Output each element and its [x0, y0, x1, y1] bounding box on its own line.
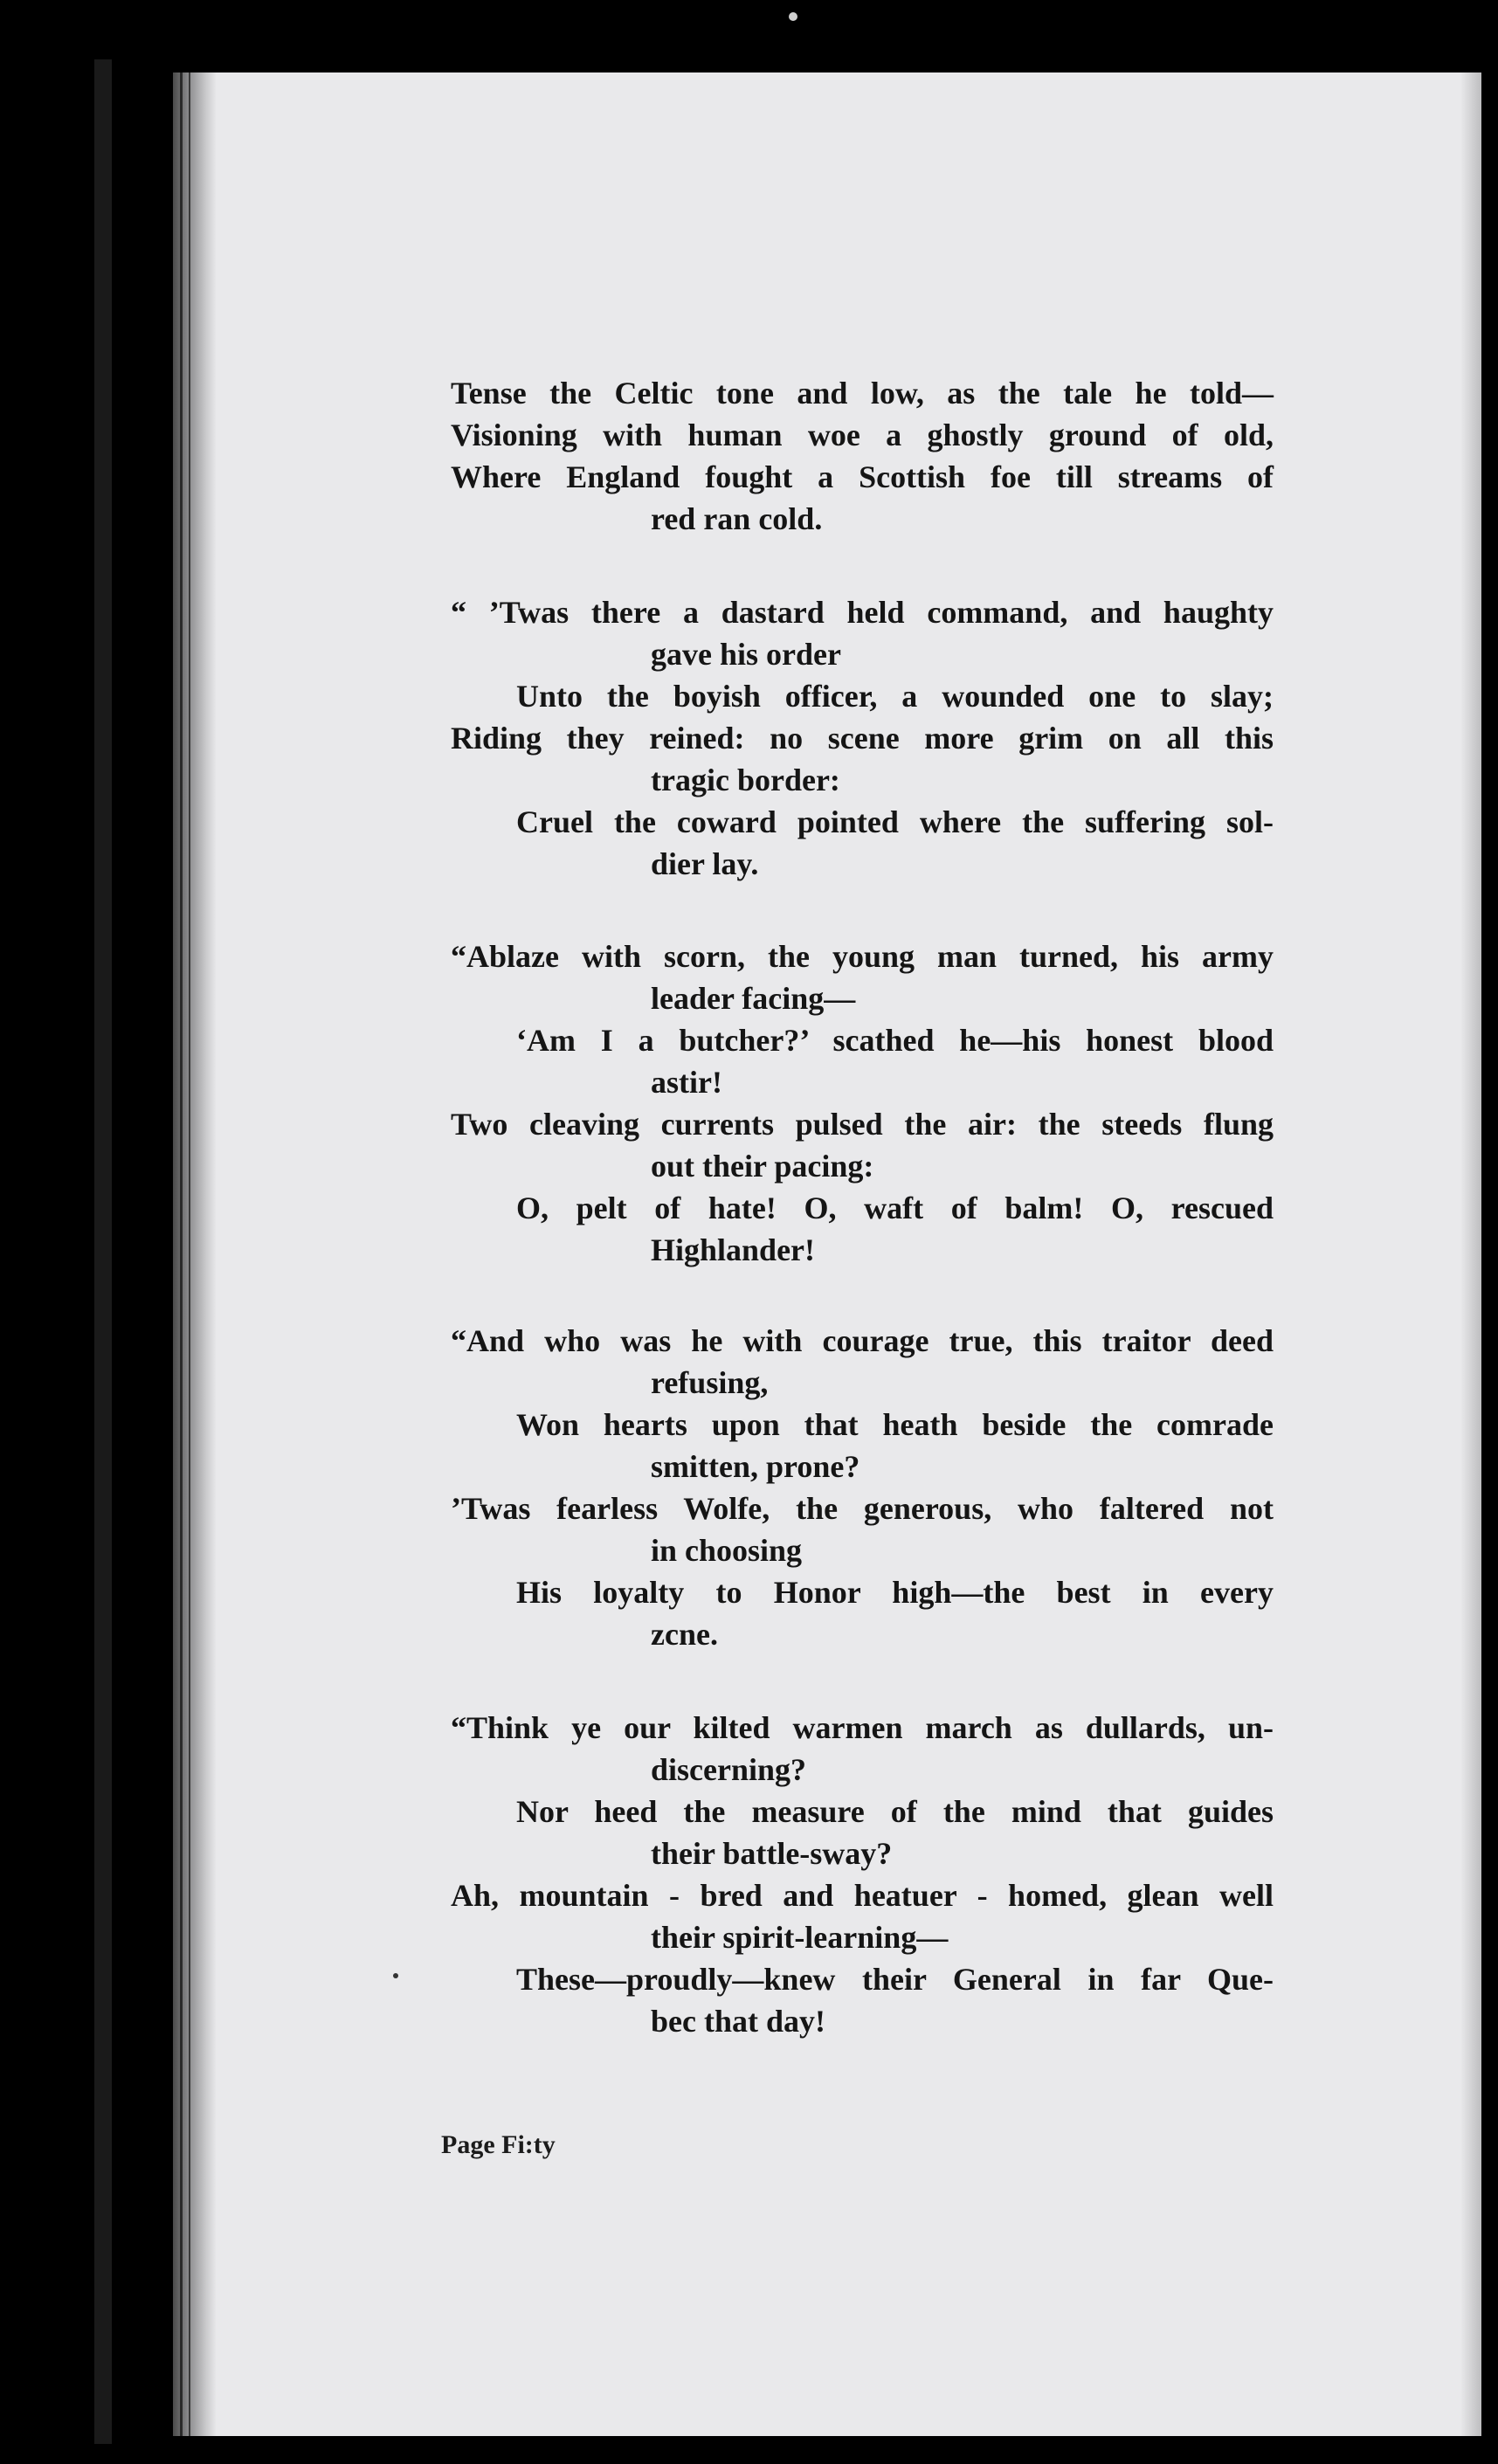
poem-line: their battle-sway? [651, 1836, 893, 1871]
page-number: Page Fi:ty [441, 2130, 556, 2159]
book-page [173, 72, 1481, 2436]
poem-line: in choosing [651, 1533, 803, 1568]
poem-line: astir! [651, 1065, 722, 1100]
poem-line: red ran cold. [651, 501, 823, 536]
scan-speck [789, 12, 797, 21]
poem-line: Ah, mountain - bred and heatuer - homed, glean well [451, 1878, 1274, 1913]
poem-line: “ ’Twas there a dastard held command, and haughty [451, 595, 1274, 630]
poem-line: their spirit-learning— [651, 1920, 949, 1955]
poem-line: refusing, [651, 1365, 769, 1400]
poem-line: These—proudly—knew their General in far Que- [516, 1962, 1274, 1997]
poem-line: “And who was he with courage true, this traitor deed [451, 1323, 1274, 1358]
poem-line: Cruel the coward pointed where the suffering sol- [516, 804, 1274, 839]
poem-line: His loyalty to Honor high—the best in every [516, 1575, 1274, 1610]
poem-line: ‘Am I a butcher?’ scathed he—his honest blood [516, 1023, 1274, 1058]
ink-speck [393, 1973, 398, 1978]
poem-line: Where England fought a Scottish foe till streams of [451, 459, 1274, 494]
poem-line: discerning? [651, 1752, 807, 1787]
poem-line: gave his order [651, 637, 841, 672]
poem-line: Nor heed the measure of the mind that guides [516, 1794, 1274, 1829]
poem-line: smitten, prone? [651, 1449, 860, 1484]
poem-line: Visioning with human woe a ghostly ground of old, [451, 418, 1274, 452]
poem-line: Highlander! [651, 1232, 816, 1267]
poem-line: dier lay. [651, 846, 759, 881]
poem-line: Tense the Celtic tone and low, as the tale he told— [451, 376, 1274, 411]
poem-line: Unto the boyish officer, a wounded one to slay; [516, 679, 1274, 714]
poem-line: zcne. [651, 1617, 718, 1652]
poem-line: bec that day! [651, 2004, 825, 2039]
poem-line: ’Twas fearless Wolfe, the generous, who faltered not [451, 1491, 1274, 1526]
poem-line: leader facing— [651, 981, 856, 1016]
poem-line: Won hearts upon that heath beside the comrade [516, 1407, 1274, 1442]
poem [173, 72, 1481, 2436]
poem-line: Two cleaving currents pulsed the air: the steeds flung [451, 1107, 1274, 1142]
poem-line: Riding they reined: no scene more grim on all this [451, 721, 1274, 756]
poem-line: “Think ye our kilted warmen march as dullards, un- [451, 1710, 1274, 1745]
poem-line: O, pelt of hate! O, waft of balm! O, rescued [516, 1191, 1274, 1225]
poem-line: tragic border: [651, 763, 840, 797]
scan-frame-edge [94, 59, 112, 2444]
poem-line: out their pacing: [651, 1149, 874, 1184]
poem-line: “Ablaze with scorn, the young man turned, his army [451, 939, 1274, 974]
